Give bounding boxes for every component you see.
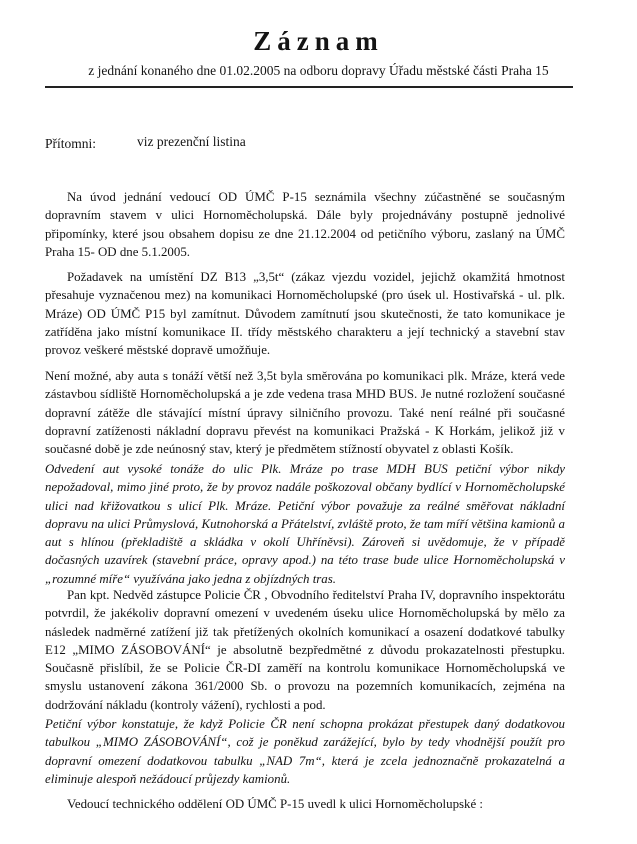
paragraph-petition-response: Odvedení aut vysoké tonáže do ulic Plk. Mráze po trase MDH BUS petiční výbor nikdy nepožadoval, mimo jiné proto, že by provoz nadále poškozoval občany bydlící v Hornoměcholupské ulici nad křižovatkou s ulicí Plk. Mráze. Petiční výbor považuje za reálné směřovat nákladní dopravu na ulici Průmyslová, Kutnohorská a Přátelství, zvláště proto, že tam míří většina kamionů a aut s hlínou (překladiště a skládka v okolí Uhříněvsi). Zároveň si uvědomuje, že v případě dočasných uzavírek (stavební práce, opravy apod.) na této trase bude ulice Hornoměcholupská v „rozumné míře“ využívána jako jedna z objízdných tras. [45, 462, 565, 586]
paragraph-police-statement: Pan kpt. Nedvěd zástupce Policie ČR , Obvodního ředitelství Praha IV, dopravního inspektorátu potvrdil, že jakékoliv dopravní omezení v uvedeném úseku ulice Hornoměcholupská by mělo za následek nadměrné zatížení již tak přetížených okolních komunikací a osazení dodatkové tabulky E12 „MIMO ZÁSOBOVÁNÍ“ je absolutně bezpředmětné z důvodu prokazatelnosti přestupku. Současně přislíbil, že se Policie ČR-DI zaměří na kontrolu komunikace Hornoměcholupská ve smyslu ustanovení zákona 361/2000 Sb. o provozu na pozemních komunikacích, zejména na dodržování nákladu (kontroly vážení), rychlosti a pod. [45, 588, 565, 712]
paragraph-technical-dept: Vedoucí technického oddělení OD ÚMČ P-15 uvedl k ulici Hornoměcholupské : [67, 797, 483, 811]
attendance-value: viz prezenční listina [137, 134, 246, 149]
attendance-label: Přítomni: [45, 136, 97, 151]
paragraph-tonnage: Není možné, aby auta s tonáží větší než 3,5t byla směrována po komunikaci plk. Mráze, která vede zástavbou sídliště Hornoměcholupská a je zde vedena trasa MHD BUS. Je nutné rozložení současné dopravní zátěže dle stávající místní úpravy silničního provozu. Také není reálné při současné dopravní zatíženosti nákladní dopravu převést na komunikaci Pražská - K Horkám, jelikož již v současné době je zde neúnosný stav, který je předmětem stížností obyvatel z oblasti Košík. [45, 369, 565, 457]
paragraph-sign-request: Požadavek na umístění DZ B13 „3,5t“ (zákaz vjezdu vozidel, jejichž okamžitá hmotnost přesahuje vyznačenou mez) na komunikaci Hornoměcholupské (pro úsek ul. Hostivařská - ul. plk. Mráze) OD ÚMČ P15 byl zamítnut. Důvodem zamítnutí jsou skutečnosti, že tato komunikace je zatříděna jako místní komunikace II. třídy městského charakteru a její technický a stavební stav provoz veškeré městské dopravě umožňuje. [45, 270, 565, 358]
paragraph-intro: Na úvod jednání vedoucí OD ÚMČ P-15 seznámila všechny zúčastněné se současným dopravním stavem v ulici Hornoměcholupská. Dále byly projednávány postupně jednolivé připomínky, které jsou obsahem dopisu ze dne 21.12.2004 od petičního výboru, zaslaný na ÚMČ Praha 15- OD dne 5.1.2005. [45, 190, 565, 259]
document-subtitle: z jednání konaného dne 01.02.2005 na odboru dopravy Úřadu městské části Praha 15 [88, 63, 549, 78]
document-title: Záznam [253, 26, 384, 56]
paragraph-petition-conclusion: Petiční výbor konstatuje, že když Policie ČR není schopna prokázat přestupek daný dodatkovou tabulkou „MIMO ZÁSOBOVÁNÍ“, což je poněkud zarážející, bylo by tedy vhodnější použít pro dopravní omezení dodatkovou tabulku „NAD 7m“, která je zcela jednoznačně prokazatelná a eliminuje alespoň nežádoucí průjezdy kamionů. [45, 717, 565, 786]
title-underline [45, 86, 573, 88]
